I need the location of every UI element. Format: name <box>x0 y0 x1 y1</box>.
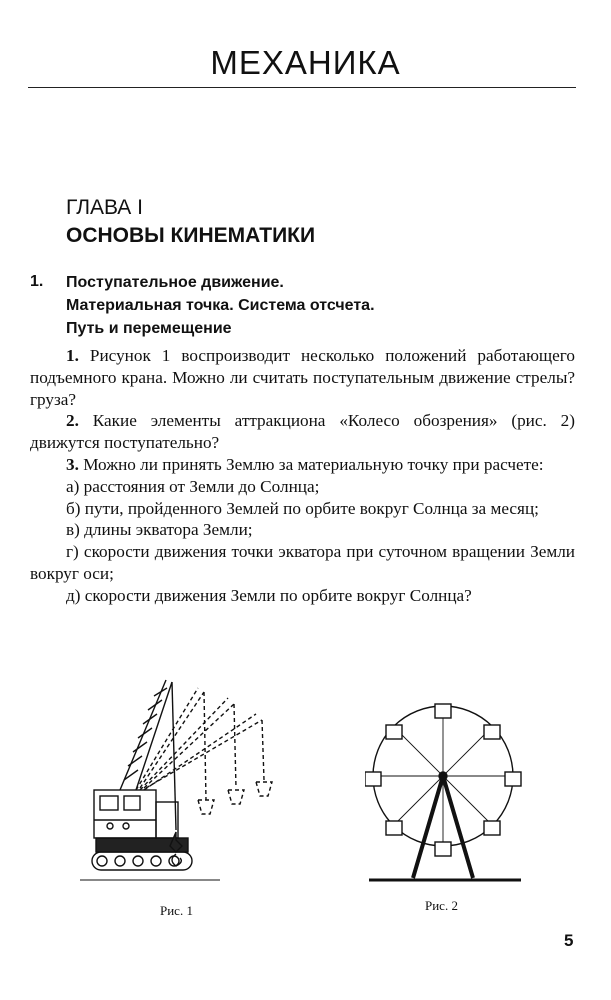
chapter-title: ОСНОВЫ КИНЕМАТИКИ <box>66 224 316 247</box>
problem-number: 3. <box>66 454 79 474</box>
paragraph-number: 1. <box>30 273 44 290</box>
problem-3 <box>30 454 575 476</box>
ferris-wheel-figure <box>365 692 525 887</box>
problem-number: 2. <box>66 411 79 431</box>
problem-2 <box>30 410 575 454</box>
problem-number: 1. <box>66 346 79 365</box>
crane-figure <box>80 670 290 900</box>
paragraph-title-line: Материальная точка. Система отсчета. <box>66 297 375 314</box>
sub-item-c: в) длины экватора Земли; <box>66 520 253 540</box>
chapter-label: ГЛАВА I <box>66 196 143 219</box>
sub-item-a: а) расстояния от Земли до Солнца; <box>66 476 320 496</box>
figure-1-caption: Рис. 1 <box>160 903 193 918</box>
problem-1 <box>30 345 575 410</box>
paragraph-title-line: Поступательное движение. <box>66 274 284 291</box>
figure-2-caption: Рис. 2 <box>425 898 458 913</box>
problem-text: Рисунок 1 воспроизводит несколько положений работающего подъемного крана. Можно ли считать поступательным движение стрелы? груза? <box>30 346 575 409</box>
paragraph-title <box>66 271 566 340</box>
section-title: МЕХАНИКА <box>210 44 401 81</box>
sub-item-e: д) скорости движения Земли по орбите вокруг Солнца? <box>66 585 472 605</box>
sub-item-b: б) пути, пройденного Землей по орбите вокруг Солнца за месяц; <box>66 498 539 518</box>
problem-text: Какие элементы аттракциона «Колесо обозрения» (рис. 2) движутся поступательно? <box>30 411 576 453</box>
sub-item-d: г) скорости движения точки экватора при суточном вращении Земли вокруг оси; <box>30 542 575 583</box>
paragraph-title-line: Путь и перемещение <box>66 320 232 337</box>
header-rule <box>28 87 576 88</box>
page-number: 5 <box>564 931 574 950</box>
problems-block <box>30 345 575 607</box>
problem-text: Можно ли принять Землю за материальную точку при расчете: <box>83 454 544 474</box>
